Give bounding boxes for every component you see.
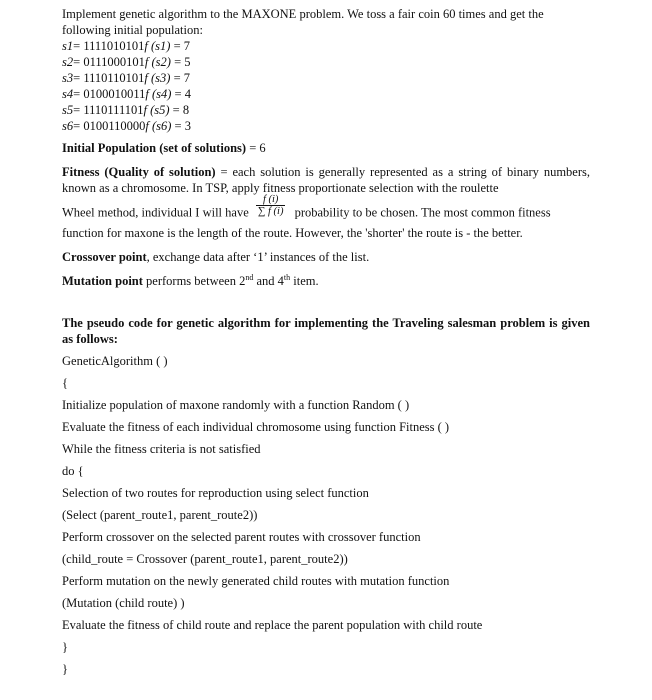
fitness-paragraph [62,164,590,196]
fitness-text-2: function for maxone is the length of the route. However, the 'shorter' the route is - the better. [62,226,523,240]
solution-item: s2= 0111000101f (s2) = 5 [62,55,191,69]
solution-id: s6 [62,119,74,133]
solution-bits: 0111000101 [83,55,145,69]
solution-bits: 0100110000 [83,119,146,133]
solution-value: 8 [182,103,190,117]
pseudo-line: Perform crossover on the selected parent routes with crossover function [62,530,421,544]
solution-item: s3= 1110110101f (s3) = 7 [62,71,191,85]
mutation-sup-1: nd [245,272,254,282]
solution-item: s6= 0100110000f (s6) = 3 [62,119,191,133]
mutation-text-mid: and 4 [256,274,284,288]
mutation-label: Mutation point [62,274,143,288]
pseudo-line: Evaluate the fitness of child route and replace the parent population with child route [62,618,483,632]
solution-fn: f (s1) [144,39,171,53]
fitness-label: Fitness (Quality of solution) [62,165,216,179]
solution-bits: 1111010101 [83,39,145,53]
solution-item: s5= 1110111101f (s5) = 8 [62,103,190,117]
solution-item: s1= 1111010101f (s1) = 7 [62,39,191,53]
solution-bits: 1110110101 [83,71,145,85]
initial-population-label: Initial Population (set of solutions) [62,141,247,155]
mutation-text-post: item. [293,274,319,288]
solution-bits: 1110111101 [83,103,144,117]
pseudo-line: Evaluate the fitness of each individual chromosome using function Fitness ( ) [62,420,450,434]
solution-id: s4 [62,87,74,101]
pseudo-line: GeneticAlgorithm ( ) [62,354,168,368]
pseudo-line: (child_route = Crossover (parent_route1, parent_route2)) [62,552,348,566]
solution-fn: f (s2) [144,55,171,69]
solution-value: 3 [184,119,191,133]
pseudo-line: do { [62,464,84,478]
mutation-text-pre: performs between 2 [146,274,246,288]
solution-id: s5 [62,103,74,117]
pseudo-line: Selection of two routes for reproduction using select function [62,486,369,500]
initial-population-value: = 6 [249,141,266,155]
solution-fn: f (s4) [145,87,172,101]
pseudo-line: (Select (parent_route1, parent_route2)) [62,508,258,522]
solution-list [62,38,590,134]
pseudo-line: { [62,376,68,390]
solution-fn: f (s5) [143,103,170,117]
fitness-wheel-post: probability to be chosen. The most common fitness [294,205,551,220]
initial-population [62,140,590,156]
pseudo-heading: The pseudo code for genetic algorithm for implementing the Traveling salesman problem is given as follows: [62,316,590,346]
mutation-sup-2: th [283,272,291,282]
fitness-fraction [256,194,286,217]
fraction-numerator: f (i) [256,194,286,206]
fitness-wheel-line [62,194,590,225]
solution-item: s4= 0100010011f (s4) = 4 [62,87,191,101]
crossover-text: , exchange data after ‘1’ instances of the list. [146,250,370,264]
solution-id: s2 [62,55,74,69]
crossover-label: Crossover point [62,250,147,264]
pseudo-line: Perform mutation on the newly generated child routes with mutation function [62,574,450,588]
solution-value: 4 [184,87,191,101]
document-page [62,6,590,677]
pseudo-code-block [62,353,590,677]
solution-id: s3 [62,71,74,85]
fitness-text-1: = each solution is generally represented as a string of binary numbers, known as a chromosome. In TSP, apply fitness proportionate selection with the roulette [62,165,591,195]
solution-fn: f (s6) [145,119,172,133]
fraction-denominator: ∑ f (i) [257,206,284,217]
mutation-line [62,273,590,289]
pseudo-line: } [62,640,68,654]
pseudo-line: } [62,662,68,676]
pseudo-line: (Mutation (child route) ) [62,596,185,610]
crossover-line [62,249,590,265]
solution-value: 7 [183,71,191,85]
solution-value: 5 [184,55,191,69]
intro-line-2: following initial population: [62,23,203,37]
intro-line-1: Implement genetic algorithm to the MAXONE problem. We toss a fair coin 60 times and get the [62,7,544,21]
pseudo-line: While the fitness criteria is not satisfied [62,442,261,456]
fitness-wheel-pre: Wheel method, individual I will have [62,205,249,220]
pseudo-line: Initialize population of maxone randomly with a function Random ( ) [62,398,410,412]
solution-bits: 0100010011 [83,87,146,101]
solution-value: 7 [183,39,191,53]
solution-fn: f (s3) [144,71,171,85]
solution-id: s1 [62,39,74,53]
